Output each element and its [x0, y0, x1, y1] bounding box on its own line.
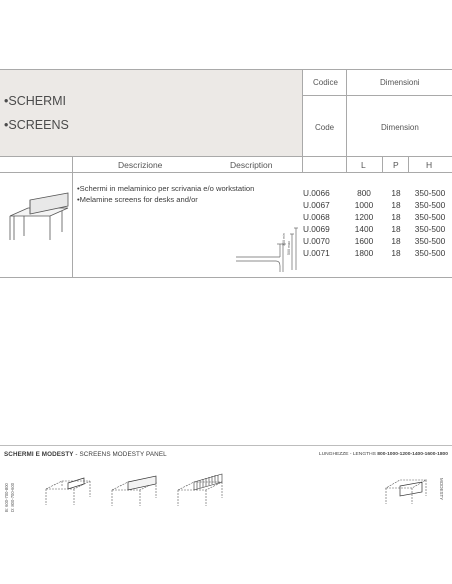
code-list: [303, 187, 330, 259]
table-cell-h: 350-500: [414, 188, 446, 198]
col-rule-2: [346, 69, 347, 172]
footer-lengths-label: LUNGHEZZE - LENGTHS: [318, 452, 378, 457]
table-cell-h: 350-500: [414, 236, 446, 246]
footer-sketch-3: [176, 472, 226, 510]
col-rule-3: [72, 156, 73, 277]
table-cell-l: 1600: [354, 236, 374, 246]
footer-side-label-d: D: 800-700-600: [10, 482, 15, 512]
table-row-code: U.0069: [303, 224, 330, 234]
dim-label-min: 350 min: [282, 233, 286, 246]
description-header: Description: [230, 160, 273, 170]
h-values: [410, 187, 450, 259]
table-cell-p: 18: [391, 188, 401, 198]
category-header: [0, 70, 302, 156]
description-en: •Melamine screens for desks and/or: [77, 195, 198, 204]
table-cell-p: 18: [391, 212, 401, 222]
footer-sketch-modesty: [384, 474, 430, 508]
footer-sketch-2: [110, 474, 160, 510]
table-cell-p: 18: [391, 236, 401, 246]
col-rule-1: [302, 69, 303, 172]
table-cell-p: 18: [391, 224, 401, 234]
header-top-rule: [0, 69, 452, 70]
category-title-en: •SCREENS: [4, 118, 69, 132]
descrizione-header: Descrizione: [118, 160, 163, 170]
footer-side-label-modesty: MODESTY: [439, 478, 444, 501]
footer-title-thin: - SCREENS MODESTY PANEL: [73, 451, 167, 458]
table-cell-h: 350-500: [414, 224, 446, 234]
footer-side-label-b: B: 600-700-800: [4, 483, 9, 512]
table-cell-l: 1000: [354, 200, 374, 210]
table-cell-l: 800: [357, 188, 371, 198]
category-title-it: •SCHERMI: [4, 94, 67, 108]
h-header: H: [426, 160, 433, 170]
table-cell-l: 1200: [354, 212, 374, 222]
header-bottom-rule: [0, 156, 452, 157]
l-values: [348, 187, 380, 259]
table-cell-l: 1800: [354, 248, 374, 258]
table-cell-p: 18: [391, 248, 401, 258]
p-header: P: [393, 160, 399, 170]
col-rule-5: [408, 156, 409, 172]
dimension-label: Dimension: [381, 123, 419, 132]
screen-desk-sketch: [6, 192, 72, 250]
table-cell-h: 350-500: [414, 200, 446, 210]
table-row-code: U.0066: [303, 188, 330, 198]
footer-lengths: [319, 452, 448, 457]
table-row-code: U.0070: [303, 236, 330, 246]
footer-lengths-values: 800-1000-1200-1400-1600-1800: [377, 452, 448, 457]
table-cell-h: 350-500: [414, 212, 446, 222]
table-row-code: U.0067: [303, 200, 330, 210]
footer-title: [4, 451, 167, 458]
table-bottom-rule: [0, 277, 452, 278]
table-row-code: U.0068: [303, 212, 330, 222]
table-cell-p: 18: [391, 200, 401, 210]
footer-sketch-1: [44, 475, 94, 509]
dim-label-max: 500 max: [287, 241, 291, 255]
l-header: L: [361, 160, 366, 170]
p-values: [385, 187, 407, 259]
table-cell-l: 1400: [354, 224, 374, 234]
dimensioni-label: Dimensioni: [380, 78, 420, 87]
header-mid-rule: [302, 95, 452, 96]
col-rule-4: [382, 156, 383, 172]
code-label: Code: [315, 123, 335, 132]
footer-title-bold: SCHERMI E MODESTY: [4, 451, 74, 458]
table-row-code: U.0071: [303, 248, 330, 258]
codice-label: Codice: [313, 78, 338, 87]
section-detail-drawing: [236, 226, 302, 274]
table-cell-h: 350-500: [414, 248, 446, 258]
description-it: •Schermi in melaminico per scrivania e/o workstation: [77, 184, 255, 193]
footer-rule: [0, 445, 452, 446]
columns-bottom-rule: [0, 172, 452, 173]
